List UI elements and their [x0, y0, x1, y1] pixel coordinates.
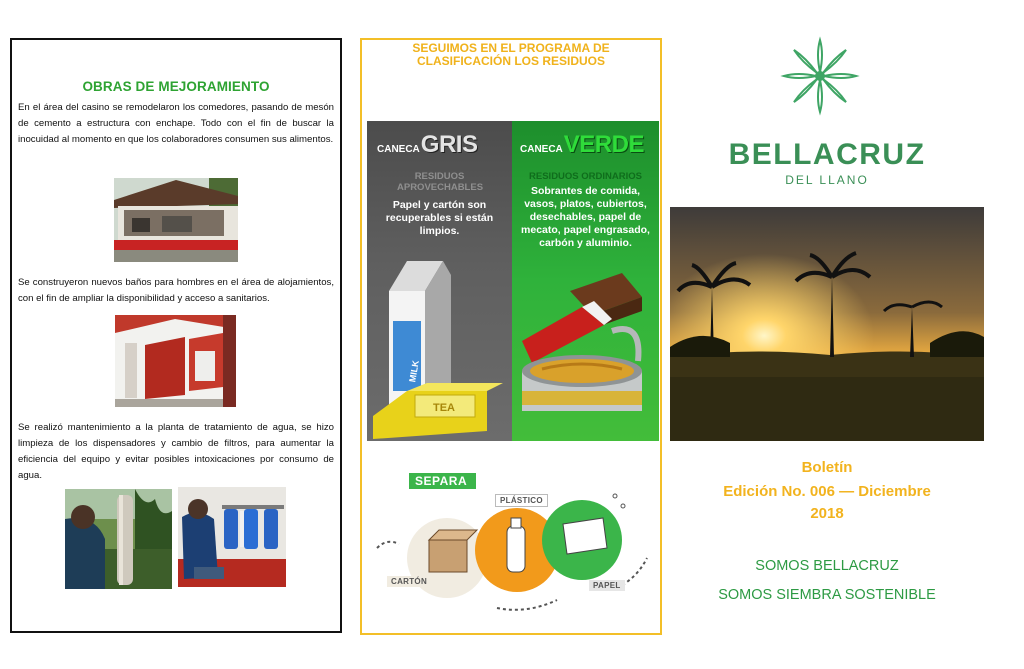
- green-bin-subtitle: RESIDUOS ORDINARIOS: [529, 171, 642, 182]
- plastico-label: PLÁSTICO: [495, 494, 548, 507]
- recycling-panel: [360, 38, 662, 635]
- bellacruz-logo: [780, 36, 860, 116]
- green-bin-description: Sobrantes de comida, vasos, platos, cubiertos, desechables, papel de mecato, papel engrasado, carbón y aluminio.: [521, 185, 650, 249]
- brand-name: BELLACRUZ: [728, 138, 926, 171]
- milk-carton-illustration: [367, 251, 512, 441]
- can-chocolate-illustration: [512, 251, 659, 441]
- green-bin-card: [512, 121, 659, 441]
- gray-bin-subtitle: RESIDUOS APROVECHABLES: [397, 171, 484, 193]
- bins-illustration: [367, 121, 659, 441]
- carton-label: CARTÓN: [387, 576, 431, 587]
- gray-bin-description: Papel y cartón son recuperables si están limpios.: [385, 199, 494, 237]
- edition-line: Edición No. 006 — Diciembre: [723, 483, 931, 500]
- green-bin-name: VERDE: [563, 131, 644, 158]
- water-paragraph: Se realizó mantenimiento a la planta de tratamiento de agua, se hizo limpieza de los dispensadores y cambio de filtros, para aumentar la eficiencia del equipo y evitar posibles intoxicaciones por consumo de agua.: [18, 422, 334, 481]
- dining-hall-photo: [114, 178, 238, 262]
- recycling-heading: SEGUIMOS EN EL PROGRAMA DE CLASIFICACIÓN LOS RESIDUOS: [412, 41, 610, 68]
- tea-label: TEA: [433, 402, 455, 414]
- milk-label: MILK: [407, 359, 421, 383]
- improvements-heading: OBRAS DE MEJORAMIENTO: [82, 79, 270, 94]
- gray-bin-card: [367, 121, 512, 441]
- separa-tag: SEPARA: [409, 473, 476, 489]
- gray-bin-name: GRIS: [420, 131, 478, 158]
- water-filter-photo-1: [65, 489, 172, 589]
- slogan-1: SOMOS BELLACRUZ: [755, 558, 899, 574]
- slogan-2: SOMOS SIEMBRA SOSTENIBLE: [718, 587, 936, 603]
- bathrooms-paragraph: Se construyeron nuevos baños para hombres en el área de alojamientos, con el fin de ampliar la disponibilidad y acceso a sanitarios.: [18, 277, 334, 304]
- green-bin-prefix: CANECA: [520, 144, 563, 155]
- sunset-photo: [670, 207, 984, 441]
- brand-subtitle: DEL LLANO: [785, 173, 869, 187]
- gray-bin-prefix: CANECA: [377, 144, 420, 155]
- casino-paragraph: En el área del casino se remodelaron los comedores, pasando de mesón de cemento a estructura con enchape. Todo con el fin de buscar la inocuidad al momento en que los colaboradores consumen sus alimentos.: [18, 102, 334, 145]
- bathrooms-photo: [115, 315, 236, 407]
- water-filter-photo-2: [178, 487, 286, 587]
- papel-label: PAPEL: [589, 580, 625, 591]
- separa-illustration: [367, 468, 659, 618]
- edition-year: 2018: [810, 505, 844, 522]
- boletin-title: Boletín: [801, 459, 853, 476]
